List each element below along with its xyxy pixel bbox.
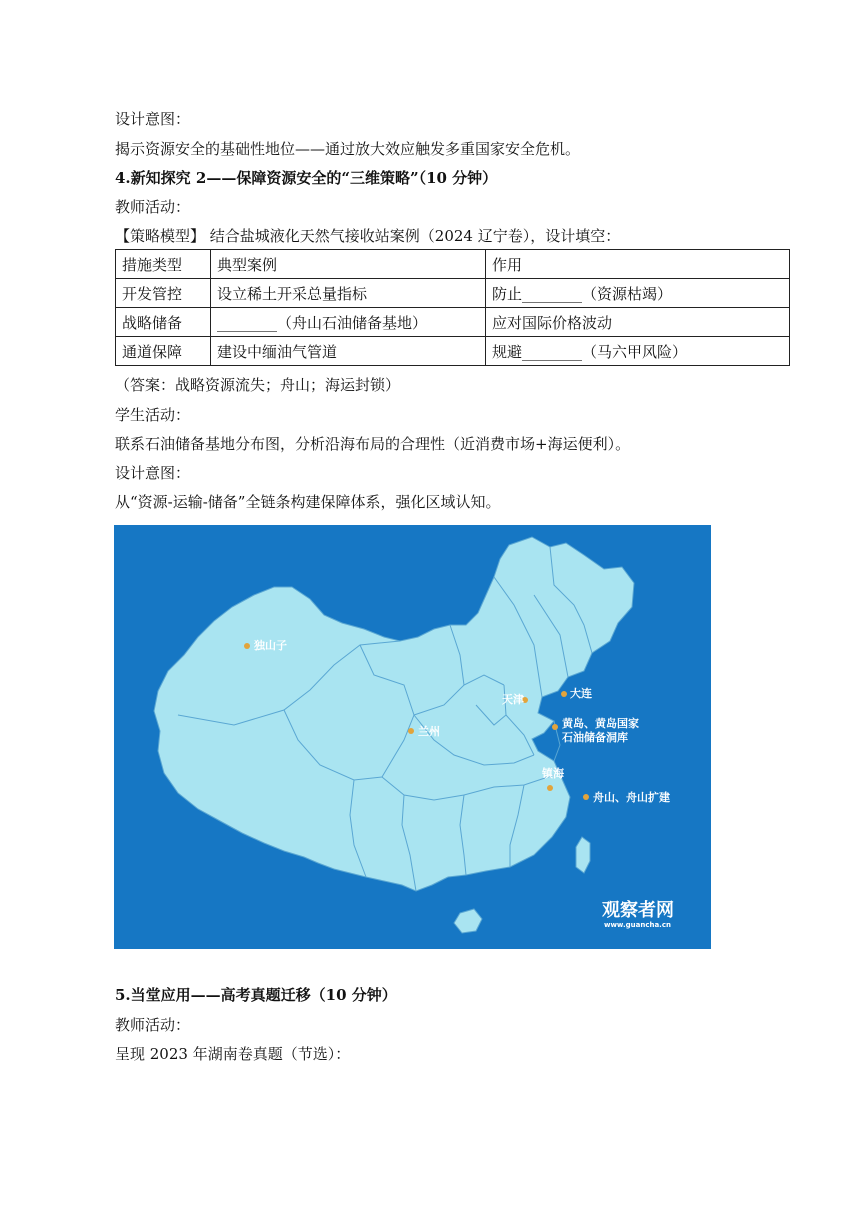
teacher-activity-label: 教师活动： [115,1016,191,1034]
label-zhenhai: 镇海 [542,767,564,780]
label-dushanzi: 独山子 [254,639,287,652]
table-cell: 战略储备 [116,308,211,337]
design-intent-heading: 设计意图： [115,110,191,128]
answer-text: （答案：战略资源流失；舟山；海运封锁） [115,376,401,394]
marker-zhoushan [583,794,589,800]
table-cell: 应对国际价格波动 [486,308,790,337]
design-intent-text: 从“资源-运输-储备”全链条构建保障体系，强化区域认知。 [115,493,501,511]
marker-zhenhai [547,785,553,791]
table-cell: 建设中缅油气管道 [211,337,486,366]
marker-huangdao [552,724,558,730]
table-cell: ________（舟山石油储备基地） [211,308,486,337]
table-header-row [116,250,790,279]
student-activity-text: 联系石油储备基地分布图，分析沿海布局的合理性（近消费市场+海运便利）。 [115,435,631,453]
table-header-cell: 作用 [486,250,790,279]
marker-dushanzi [244,643,250,649]
marker-lanzhou [408,728,414,734]
table-row [116,279,790,308]
design-intent-text: 揭示资源安全的基础性地位——通过放大效应触发多重国家安全危机。 [115,140,581,158]
table-row [116,308,790,337]
table-header-cell: 典型案例 [211,250,486,279]
table-cell: 设立稀土开采总量指标 [211,279,486,308]
label-tianjin: 天津 [502,693,524,706]
table-cell: 规避________（马六甲风险） [486,337,790,366]
table-row [116,337,790,366]
exam-intro-text: 呈现 2023 年湖南卷真题（节选）： [115,1045,351,1063]
label-zhoushan: 舟山、舟山扩建 [593,791,670,804]
marker-dalian [561,691,567,697]
strategy-model-intro: 【策略模型】 结合盐城液化天然气接收站案例（2024 辽宁卷），设计填空： [115,227,621,245]
oil-reserve-map [114,525,711,949]
design-intent-heading: 设计意图： [115,464,191,482]
student-activity-label: 学生活动： [115,406,191,424]
section-4-title: 4.新知探究 2——保障资源安全的“三维策略”（10 分钟） [115,169,498,187]
label-huangdao-line2: 石油储备洞库 [562,731,628,744]
watermark-url: www.guancha.cn [604,921,671,929]
table-header-cell: 措施类型 [116,250,211,279]
table-cell: 通道保障 [116,337,211,366]
strategy-table [115,249,790,366]
section-5-title: 5.当堂应用——高考真题迁移（10 分钟） [115,986,397,1004]
watermark-logo: 观察者网 [602,900,674,921]
table-cell: 开发管控 [116,279,211,308]
label-dalian: 大连 [570,687,592,700]
label-lanzhou: 兰州 [418,725,440,738]
table-cell: 防止________（资源枯竭） [486,279,790,308]
label-huangdao-line1: 黄岛、黄岛国家 [562,717,639,730]
teacher-activity-label: 教师活动： [115,198,191,216]
